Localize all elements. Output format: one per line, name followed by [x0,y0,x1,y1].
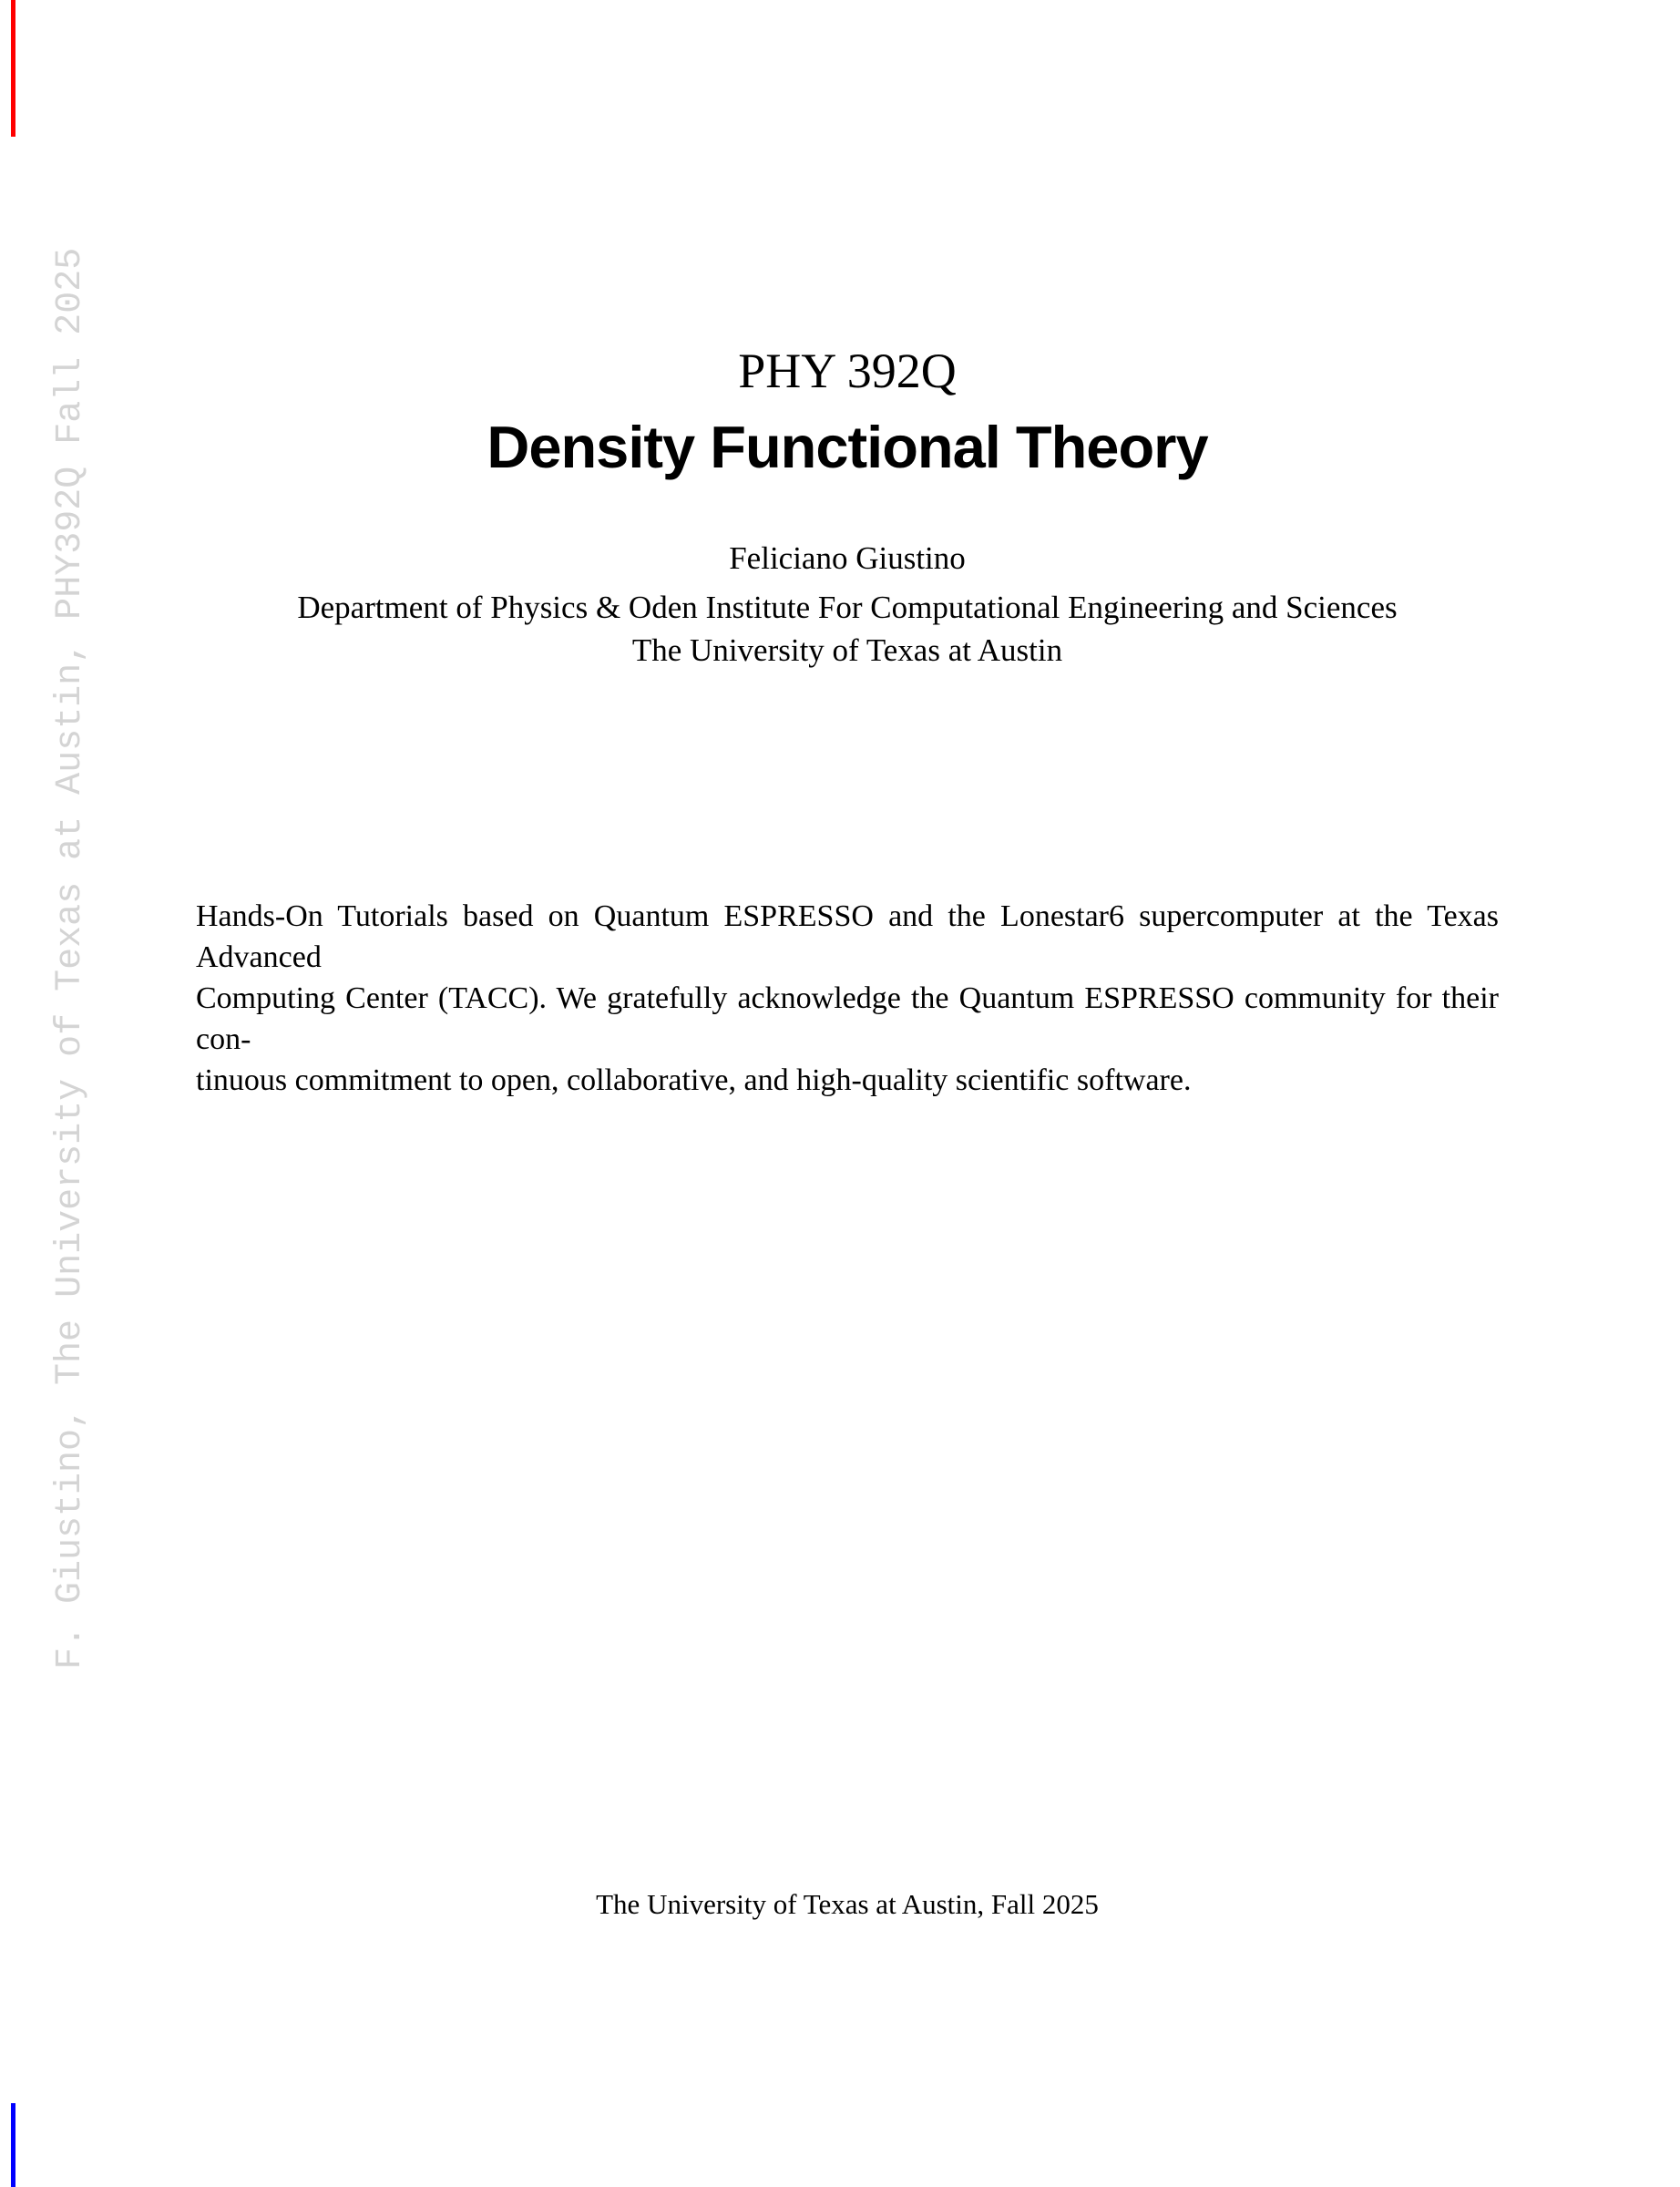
title-page-content [196,0,1499,2187]
footer-date: The University of Texas at Austin, Fall 2025 [596,1888,1099,1920]
acknowledgement-line: Hands-On Tutorials based on Quantum ESPRESSO and the Lonestar6 supercomputer at the Texas Advanced [196,899,1499,974]
bottom-left-blue-mark [11,2103,15,2187]
document-title: Density Functional Theory [487,414,1208,480]
author-name: Feliciano Giustino [729,540,966,576]
course-code: PHY 392Q [738,344,957,398]
affiliation-university: The University of Texas at Austin [631,632,1063,668]
top-left-red-mark [11,0,15,137]
acknowledgement-line: tinuous commitment to open, collaborative, and high-quality scientific software. [196,1063,1192,1097]
left-watermark: F. Giustino, The University of Texas at Austin, PHY392Q Fall 2025 [50,247,91,1669]
acknowledgement-paragraph [196,896,1499,1101]
affiliation-department: Department of Physics & Oden Institute For Computational Engineering and Sciences [297,590,1398,625]
acknowledgement-line: Computing Center (TACC). We gratefully acknowledge the Quantum ESPRESSO community for their con- [196,981,1499,1056]
